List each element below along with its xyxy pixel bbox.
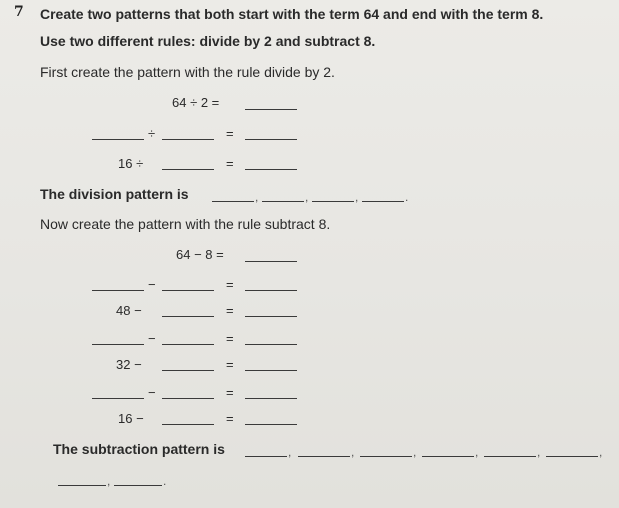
subtraction-row-2-subtrahend-blank[interactable]	[162, 290, 214, 291]
subtraction-comma-2: ,	[351, 445, 355, 459]
subtraction-row-7-equals: =	[226, 411, 234, 426]
division-summary-label: The division pattern is	[40, 186, 189, 202]
subtraction-pattern-blank-2[interactable]	[298, 456, 350, 457]
subtraction-row-1-expression: 64 − 8 =	[176, 247, 224, 262]
subtraction-row-4-operator: −	[148, 331, 156, 346]
subtraction-row-3-equals: =	[226, 303, 234, 318]
instruction-line-2: Use two different rules: divide by 2 and subtract 8.	[40, 33, 376, 49]
subtraction-row-5-answer-blank[interactable]	[245, 370, 297, 371]
division-row-2-divisor-blank[interactable]	[162, 139, 214, 140]
division-pattern-blank-4[interactable]	[362, 201, 404, 202]
division-pattern-blank-2[interactable]	[262, 201, 304, 202]
division-row-2-dividend-blank[interactable]	[92, 139, 144, 140]
instruction-line-1: Create two patterns that both start with the term 64 and end with the term 8.	[40, 6, 544, 22]
subtraction-row-2-operator: −	[148, 277, 156, 292]
division-pattern-blank-1[interactable]	[212, 201, 254, 202]
subtraction-row-2-equals: =	[226, 277, 234, 292]
division-pattern-blank-3[interactable]	[312, 201, 354, 202]
problem-number: 7	[14, 4, 24, 20]
subtraction-row-7-answer-blank[interactable]	[245, 424, 297, 425]
subtraction-period: .	[163, 474, 167, 488]
subtraction-comma-1: ,	[288, 445, 292, 459]
division-period: .	[405, 190, 409, 204]
subtraction-row-6-operator: −	[148, 385, 156, 400]
division-row-2-equals: =	[226, 126, 234, 141]
subtraction-row-1-answer-blank[interactable]	[245, 261, 297, 262]
subtraction-row-4-answer-blank[interactable]	[245, 344, 297, 345]
subtraction-row-5-equals: =	[226, 357, 234, 372]
subtraction-row-4-equals: =	[226, 331, 234, 346]
subtraction-pattern-blank-1[interactable]	[245, 456, 287, 457]
subtraction-row-6-answer-blank[interactable]	[245, 398, 297, 399]
subtraction-row-6-equals: =	[226, 385, 234, 400]
subtraction-row-3-subtrahend-blank[interactable]	[162, 316, 214, 317]
subtraction-row-7-start: 16 −	[118, 411, 144, 426]
subtraction-pattern-blank-5[interactable]	[484, 456, 536, 457]
subtraction-row-5-subtrahend-blank[interactable]	[162, 370, 214, 371]
subtraction-row-3-start: 48 −	[116, 303, 142, 318]
division-row-2-operator: ÷	[148, 126, 156, 141]
division-row-2-answer-blank[interactable]	[245, 139, 297, 140]
division-row-3-start: 16 ÷	[118, 156, 144, 171]
division-row-3-divisor-blank[interactable]	[162, 169, 214, 170]
subtraction-row-2-answer-blank[interactable]	[245, 290, 297, 291]
subtraction-comma-7: ,	[107, 474, 111, 488]
subtraction-pattern-blank-4[interactable]	[422, 456, 474, 457]
subtraction-row-2-start-blank[interactable]	[92, 290, 144, 291]
division-row-1-answer-blank[interactable]	[245, 109, 297, 110]
subtraction-comma-4: ,	[475, 445, 479, 459]
subtraction-pattern-blank-8[interactable]	[114, 485, 162, 486]
division-comma-3: ,	[355, 190, 359, 204]
division-comma-1: ,	[255, 190, 259, 204]
division-row-1-expression: 64 ÷ 2 =	[172, 95, 220, 110]
subtraction-intro: Now create the pattern with the rule subtract 8.	[40, 216, 331, 232]
subtraction-row-6-subtrahend-blank[interactable]	[162, 398, 214, 399]
subtraction-row-5-start: 32 −	[116, 357, 142, 372]
subtraction-comma-5: ,	[537, 445, 541, 459]
subtraction-row-3-answer-blank[interactable]	[245, 316, 297, 317]
subtraction-pattern-blank-7[interactable]	[58, 485, 106, 486]
division-comma-2: ,	[305, 190, 309, 204]
subtraction-row-4-start-blank[interactable]	[92, 344, 144, 345]
subtraction-row-4-subtrahend-blank[interactable]	[162, 344, 214, 345]
subtraction-summary-label: The subtraction pattern is	[53, 441, 225, 457]
subtraction-row-7-subtrahend-blank[interactable]	[162, 424, 214, 425]
division-row-3-answer-blank[interactable]	[245, 169, 297, 170]
subtraction-comma-3: ,	[413, 445, 417, 459]
subtraction-row-6-start-blank[interactable]	[92, 398, 144, 399]
division-intro: First create the pattern with the rule divide by 2.	[40, 64, 335, 80]
subtraction-pattern-blank-3[interactable]	[360, 456, 412, 457]
division-row-3-equals: =	[226, 156, 234, 171]
subtraction-pattern-blank-6[interactable]	[546, 456, 598, 457]
subtraction-comma-6: ,	[599, 445, 603, 459]
